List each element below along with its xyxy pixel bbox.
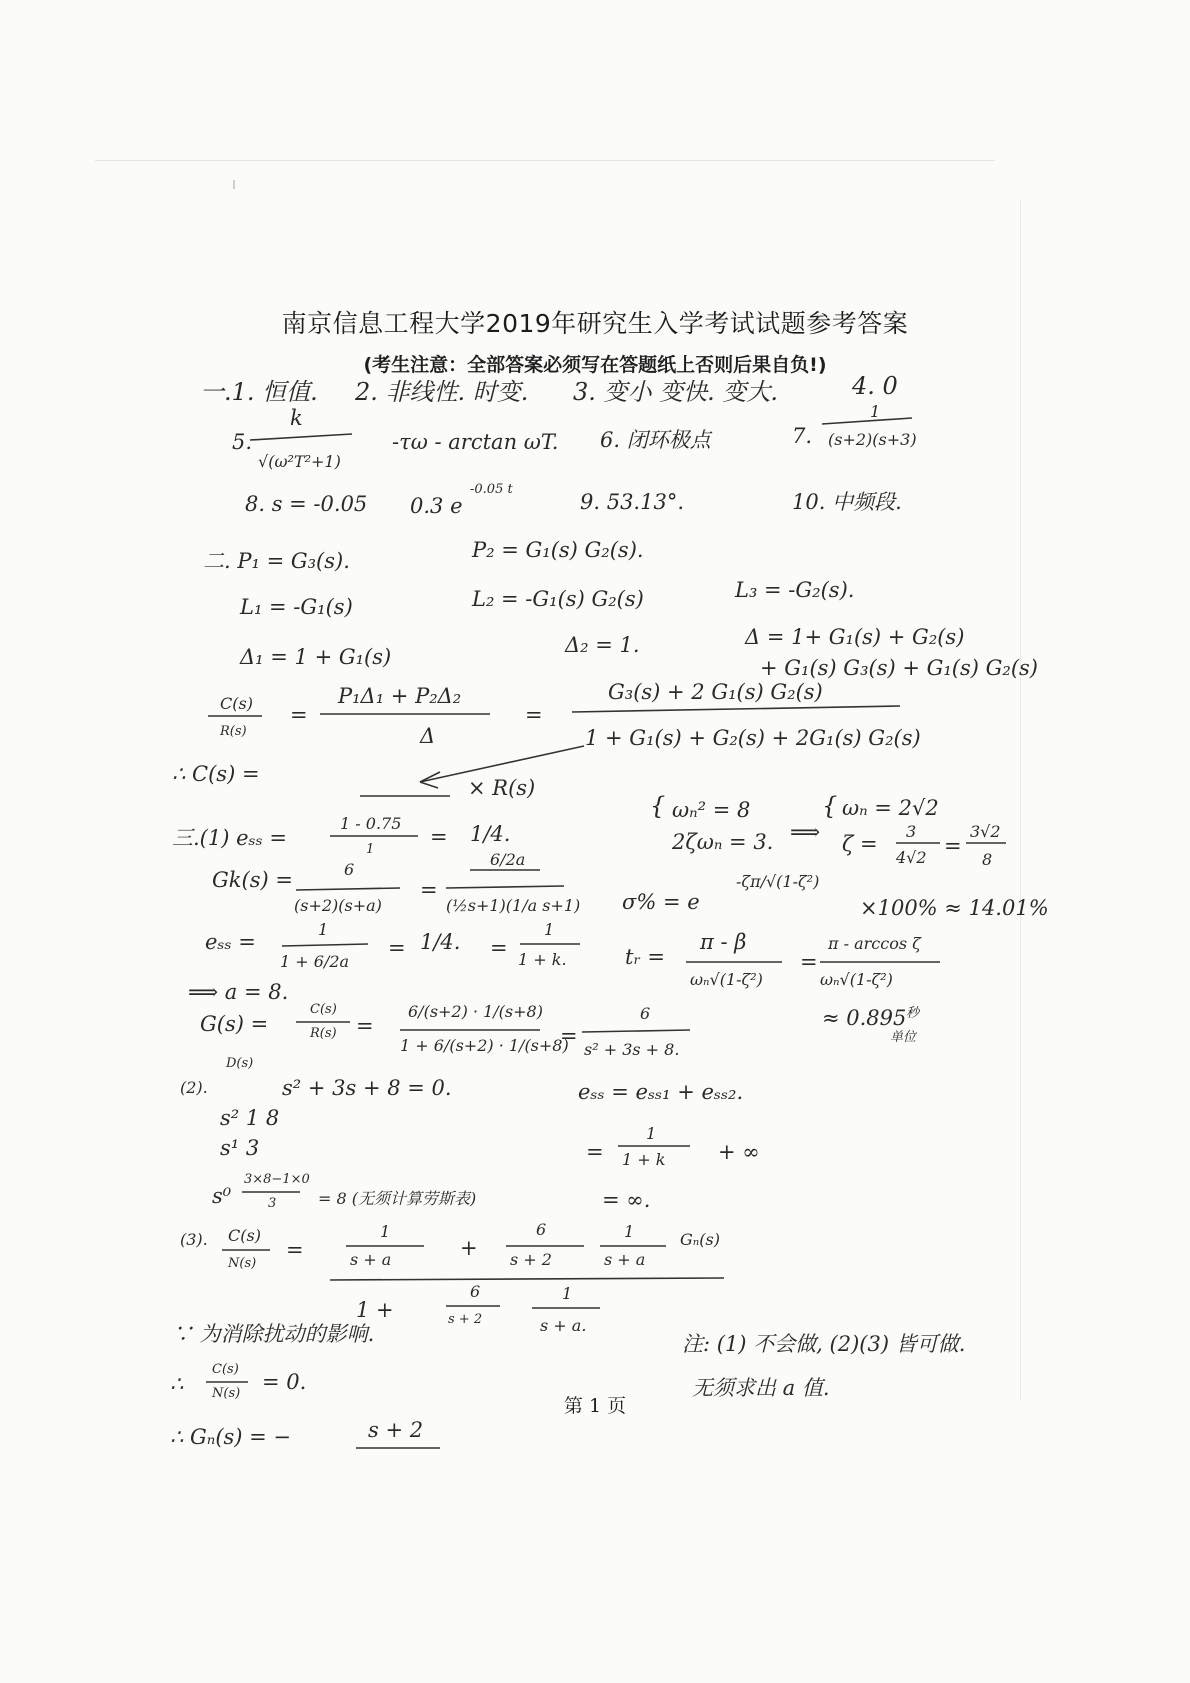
ess2-eq2: =	[490, 936, 508, 960]
overshoot-tail: ×100% ≈ 14.01%	[860, 896, 1049, 920]
ess-den: 1	[366, 842, 375, 857]
routh-row-3-tail: = 8 (无须计算劳斯表)	[318, 1189, 477, 1208]
fraction-bar	[330, 1278, 724, 1280]
ratio-lhs-den: R(s)	[220, 724, 247, 739]
q3-d2-den: s + a.	[540, 1316, 587, 1335]
q3-lhs-den: N(s)	[228, 1256, 257, 1271]
answer-1-9: 9. 53.13°.	[580, 490, 685, 514]
sys-r2-den: 4√2	[896, 848, 927, 867]
answer-1-7-den: (s+2)(s+3)	[828, 430, 917, 449]
answer-2-delta2: Δ₂ = 1.	[565, 633, 640, 657]
answer-1-8: 8. s = -0.05	[245, 492, 368, 516]
tr-eq: =	[800, 950, 818, 974]
ess2-eq1: =	[388, 936, 406, 960]
sys-r2: ζ =	[842, 832, 878, 856]
ess-res-eq: =	[586, 1140, 604, 1164]
answer-2-l3: L₃ = -G₂(s).	[735, 578, 855, 602]
gk-eq: =	[420, 878, 438, 902]
q3-gn: Gₙ(s)	[680, 1230, 720, 1249]
q3-eq: =	[286, 1238, 304, 1262]
sys-r2-eq: =	[944, 834, 962, 858]
candidate-notice: (考生注意：全部答案必须写在答题纸上否则后果自负!)	[363, 354, 827, 376]
fraction-bar	[446, 886, 564, 888]
tr-num: π - β	[700, 930, 747, 954]
result-rhs: × R(s)	[468, 776, 536, 800]
ratio-eq2: =	[525, 703, 543, 727]
sys-arrow: ⟹	[790, 820, 821, 844]
q2-ds: D(s)	[226, 1056, 254, 1071]
gk-den: (s+2)(s+a)	[294, 896, 382, 915]
answer-1-8-b: 0.3 e	[410, 494, 463, 518]
q3-d2-num: 1	[562, 1284, 573, 1303]
tr-den2: ωₙ√(1-ζ²)	[820, 970, 893, 989]
result-lhs: ∴ C(s) =	[172, 762, 260, 786]
sys-eq2: 2ζωₙ = 3.	[672, 830, 774, 854]
q3-t3-num: 1	[624, 1222, 635, 1241]
ess-res-den: 1 + k	[622, 1150, 666, 1169]
gk2-den: (½s+1)(1/a s+1)	[446, 896, 581, 915]
system-brace-2: {	[822, 792, 838, 820]
fraction-bar	[572, 706, 900, 712]
sys-r2-val-num: 3√2	[970, 822, 1001, 841]
routh-row-2: s¹ 3	[220, 1136, 260, 1160]
ess2-den: 1 + 6/2a	[280, 952, 350, 971]
q3-den-lead: 1 +	[356, 1298, 394, 1322]
answer-1-5-label: 5.	[232, 430, 253, 454]
answer-2-l2: L₂ = -G₁(s) G₂(s)	[472, 587, 644, 611]
fraction-bar	[296, 888, 400, 890]
remark-line-1: 注: (1) 不会做, (2)(3) 皆可做.	[682, 1332, 966, 1356]
ess-eq: =	[430, 825, 448, 849]
q3-t1-num: 1	[380, 1222, 391, 1241]
tr-num2: π - arccos ζ	[828, 934, 921, 953]
conclusion-2-den: N(s)	[212, 1386, 241, 1401]
fraction-bar	[582, 1030, 690, 1032]
ess2-num: 1	[318, 920, 329, 939]
gs-eq2: =	[560, 1024, 578, 1048]
q3-d1-den: s + 2	[448, 1312, 483, 1327]
arrow-stroke	[420, 746, 584, 788]
fraction-bar	[822, 418, 912, 424]
q2-ess: eₛₛ = eₛₛ₁ + eₛₛ₂.	[578, 1080, 744, 1104]
overshoot-exp: -ζπ/√(1-ζ²)	[736, 872, 820, 891]
sys-r2-num: 3	[906, 822, 917, 841]
ratio-eq1: =	[290, 703, 308, 727]
gk-num: 6	[344, 860, 355, 879]
gs-end-num: 6	[640, 1004, 651, 1023]
ess-res-plus: + ∞	[718, 1140, 760, 1164]
answer-2-l1: L₁ = -G₁(s)	[240, 595, 353, 619]
conclusion-3: ∴ Gₙ(s) = −	[170, 1425, 292, 1449]
fraction-bar	[250, 434, 352, 440]
q2-label: (2).	[180, 1078, 208, 1097]
remark-line-2: 无须求出 a 值.	[692, 1376, 830, 1400]
ratio-mid-den: Δ	[420, 724, 436, 748]
ess2-mid: 1/4.	[420, 930, 461, 954]
sys-r2-val-den: 8	[982, 850, 993, 869]
answer-1-8-exp: -0.05 t	[470, 482, 513, 497]
answer-1-2: 2. 非线性. 时变.	[355, 378, 529, 406]
conclusion-2-num: C(s)	[212, 1362, 239, 1377]
gs-den: R(s)	[310, 1026, 337, 1041]
q3-d1-num: 6	[470, 1282, 481, 1301]
routh-row-3: s⁰	[212, 1184, 232, 1208]
q3-plus: +	[460, 1236, 478, 1260]
conclusion-3-num: s + 2	[368, 1418, 424, 1442]
ratio-rhs-den: 1 + G₁(s) + G₂(s) + 2G₁(s) G₂(s)	[585, 726, 921, 750]
page-number: 第 1 页	[563, 1395, 627, 1417]
tr-lhs: tᵣ =	[625, 945, 666, 969]
system-brace: {	[650, 792, 666, 820]
q3-label: (3).	[180, 1230, 208, 1249]
ess2-label: eₛₛ =	[205, 930, 256, 954]
answer-1-10: 10. 中频段.	[792, 490, 902, 514]
ratio-rhs-num: G₃(s) + 2 G₁(s) G₂(s)	[608, 680, 823, 704]
answer-2-p2: P₂ = G₁(s) G₂(s).	[472, 538, 644, 562]
routh-row-1: s² 1 8	[220, 1106, 280, 1130]
answer-2-p1: 二. P₁ = G₃(s).	[203, 549, 350, 573]
answer-1-4: 4. 0	[852, 372, 898, 400]
conclusion-2-rhs: = 0.	[262, 1370, 307, 1394]
answer-1-7-label: 7.	[792, 424, 813, 448]
gs-eq1: =	[356, 1014, 374, 1038]
overshoot-lhs: σ% = e	[622, 890, 700, 914]
gs-num: C(s)	[310, 1002, 337, 1017]
q3-t3-den: s + a	[604, 1250, 646, 1269]
routh-frac-den: 3	[268, 1196, 277, 1211]
ratio-mid-num: P₁Δ₁ + P₂Δ₂	[338, 684, 462, 708]
q3-t2-num: 6	[536, 1220, 547, 1239]
gk2-num: 6/2a	[490, 850, 526, 869]
ess2-end-den: 1 + k.	[518, 950, 567, 969]
routh-frac-num: 3×8−1×0	[244, 1172, 310, 1187]
answer-2-delta: Δ = 1+ G₁(s) + G₂(s)	[745, 625, 965, 649]
ess-label: 三.(1) eₛₛ =	[172, 826, 287, 850]
ess-res-num: 1	[646, 1124, 657, 1143]
tr-unit: 秒	[906, 1006, 920, 1021]
answer-1-1: 一.1. 恒值.	[200, 378, 318, 406]
answer-1-5-phase: -τω - arctan ωT.	[392, 430, 559, 454]
ess-value: 1/4.	[470, 822, 511, 846]
gs-end-den: s² + 3s + 8.	[584, 1040, 680, 1059]
gs-label: G(s) =	[200, 1012, 269, 1036]
sys-eq1: ωₙ² = 8	[672, 798, 751, 822]
gs-frac-num: 6/(s+2) · 1/(s+8)	[408, 1002, 543, 1021]
gk-label: Gk(s) =	[212, 868, 293, 892]
q2-char-eq: s² + 3s + 8 = 0.	[282, 1076, 452, 1100]
fraction-bar	[282, 944, 368, 946]
tr-den: ωₙ√(1-ζ²)	[690, 970, 763, 989]
tr-approx: ≈ 0.895	[822, 1006, 907, 1030]
answer-2-delta1: Δ₁ = 1 + G₁(s)	[240, 645, 392, 669]
answer-1-7-num: 1	[870, 402, 881, 421]
answer-2-delta-cont: + G₁(s) G₃(s) + G₁(s) G₂(s)	[760, 656, 1038, 680]
conclusion-2-lhs: ∴	[170, 1372, 184, 1396]
answer-1-5-num: k	[290, 406, 303, 430]
ratio-lhs-num: C(s)	[220, 694, 253, 713]
conclusion-1: ∵ 为消除扰动的影响.	[172, 1322, 375, 1346]
a-value: ⟹ a = 8.	[188, 980, 289, 1004]
tr-unit-note: 单位	[890, 1030, 917, 1045]
ess-num: 1 - 0.75	[340, 814, 402, 833]
q3-lhs-num: C(s)	[228, 1226, 261, 1245]
sys-r1: ωₙ = 2√2	[842, 796, 939, 820]
answer-1-3: 3. 变小 变快. 变大.	[573, 378, 779, 406]
q3-t2-den: s + 2	[510, 1250, 552, 1269]
gs-frac-den: 1 + 6/(s+2) · 1/(s+8)	[400, 1036, 569, 1055]
page-title: 南京信息工程大学2019年研究生入学考试试题参考答案	[281, 309, 909, 338]
q3-t1-den: s + a	[350, 1250, 392, 1269]
ess-infinity: = ∞.	[602, 1188, 651, 1212]
answer-1-5-den: √(ω²T²+1)	[258, 452, 341, 471]
answer-1-6: 6. 闭环极点	[600, 428, 711, 452]
ess2-end-num: 1	[544, 920, 555, 939]
